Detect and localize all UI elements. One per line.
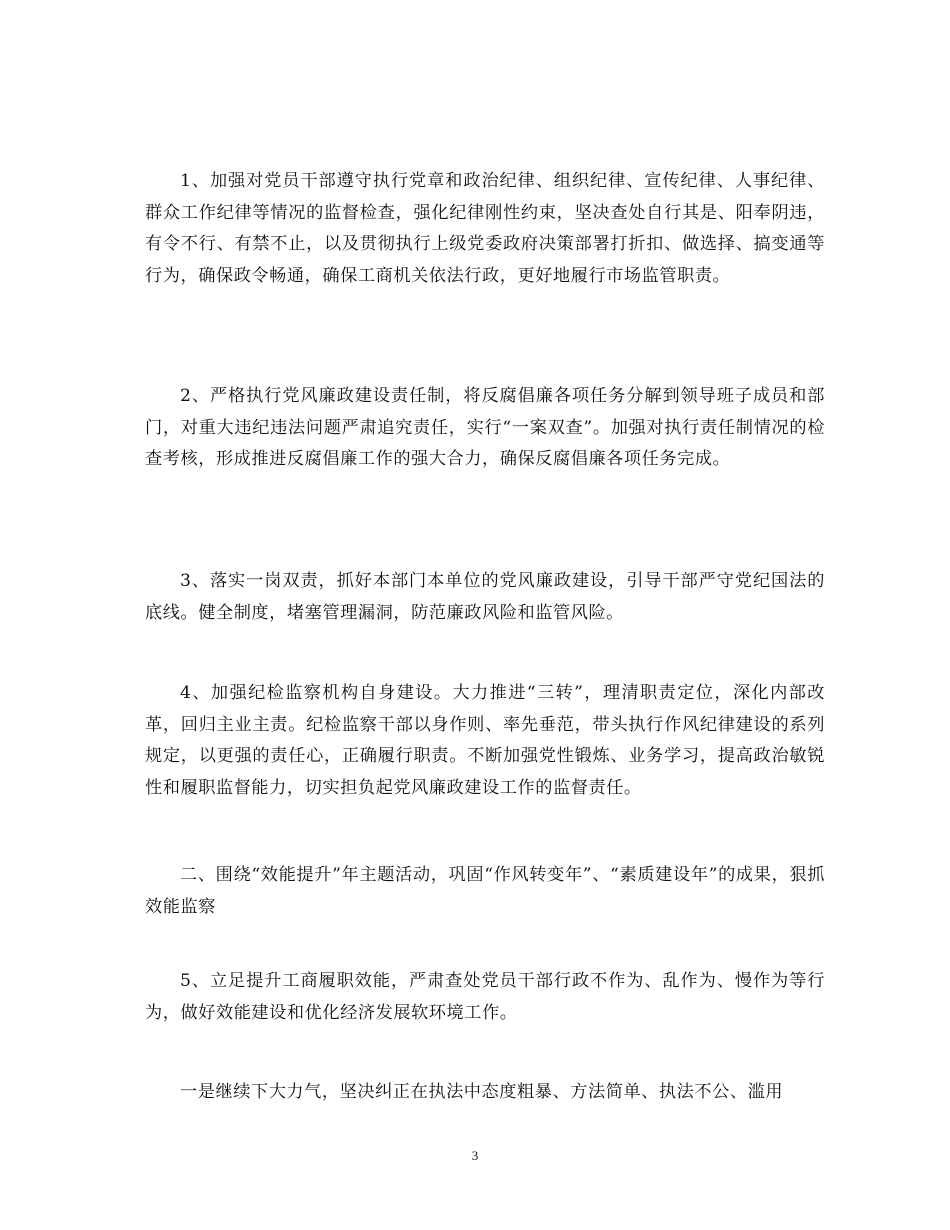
paragraph-6: 一是继续下大力气，坚决纠正在执法中态度粗暴、方法简单、执法不公、滥用 [180, 1082, 784, 1102]
paragraph-5: 5、立足提升工商履职效能，严肃查处党员干部行政不作为、乱作为、慢作为等行为，做好效能建设和优化经济发展软环境工作。 [145, 971, 825, 1023]
paragraph-2: 2、严格执行党风廉政建设责任制，将反腐倡廉各项任务分解到领导班子成员和部门，对重大违纪违法问题严肃追究责任，实行“一案双查”。加强对执行责任制情况的检查考核，形成推进反腐倡廉工作的强大合力，确保反腐倡廉各项任务完成。 [145, 386, 825, 469]
paragraph-3: 3、落实一岗双责，抓好本部门本单位的党风廉政建设，引导干部严守党纪国法的底线。健全制度，堵塞管理漏洞，防范廉政风险和监管风险。 [145, 571, 825, 623]
section-heading-2: 二、围绕“效能提升”年主题活动，巩固“作风转变年”、“素质建设年”的成果，狠抓效能监察 [145, 865, 825, 917]
page-number: 3 [471, 1148, 479, 1163]
paragraph-4: 4、加强纪检监察机构自身建设。大力推进“三转”，理清职责定位，深化内部改革，回归主业主责。纪检监察干部以身作则、率先垂范，带头执行作风纪律建设的系列规定，以更强的责任心，正确履行职责。不断加强党性锻炼、业务学习，提高政治敏锐性和履职监督能力，切实担负起党风廉政建设工作的监督责任。 [145, 683, 825, 798]
paragraph-1: 1、加强对党员干部遵守执行党章和政治纪律、组织纪律、宣传纪律、人事纪律、群众工作纪律等情况的监督检查，强化纪律刚性约束，坚决查处自行其是、阳奉阴违，有令不行、有禁不止，以及贯彻执行上级党委政府决策部署打折扣、做选择、搞变通等行为，确保政令畅通，确保工商机关依法行政，更好地履行市场监管职责。 [145, 171, 825, 286]
